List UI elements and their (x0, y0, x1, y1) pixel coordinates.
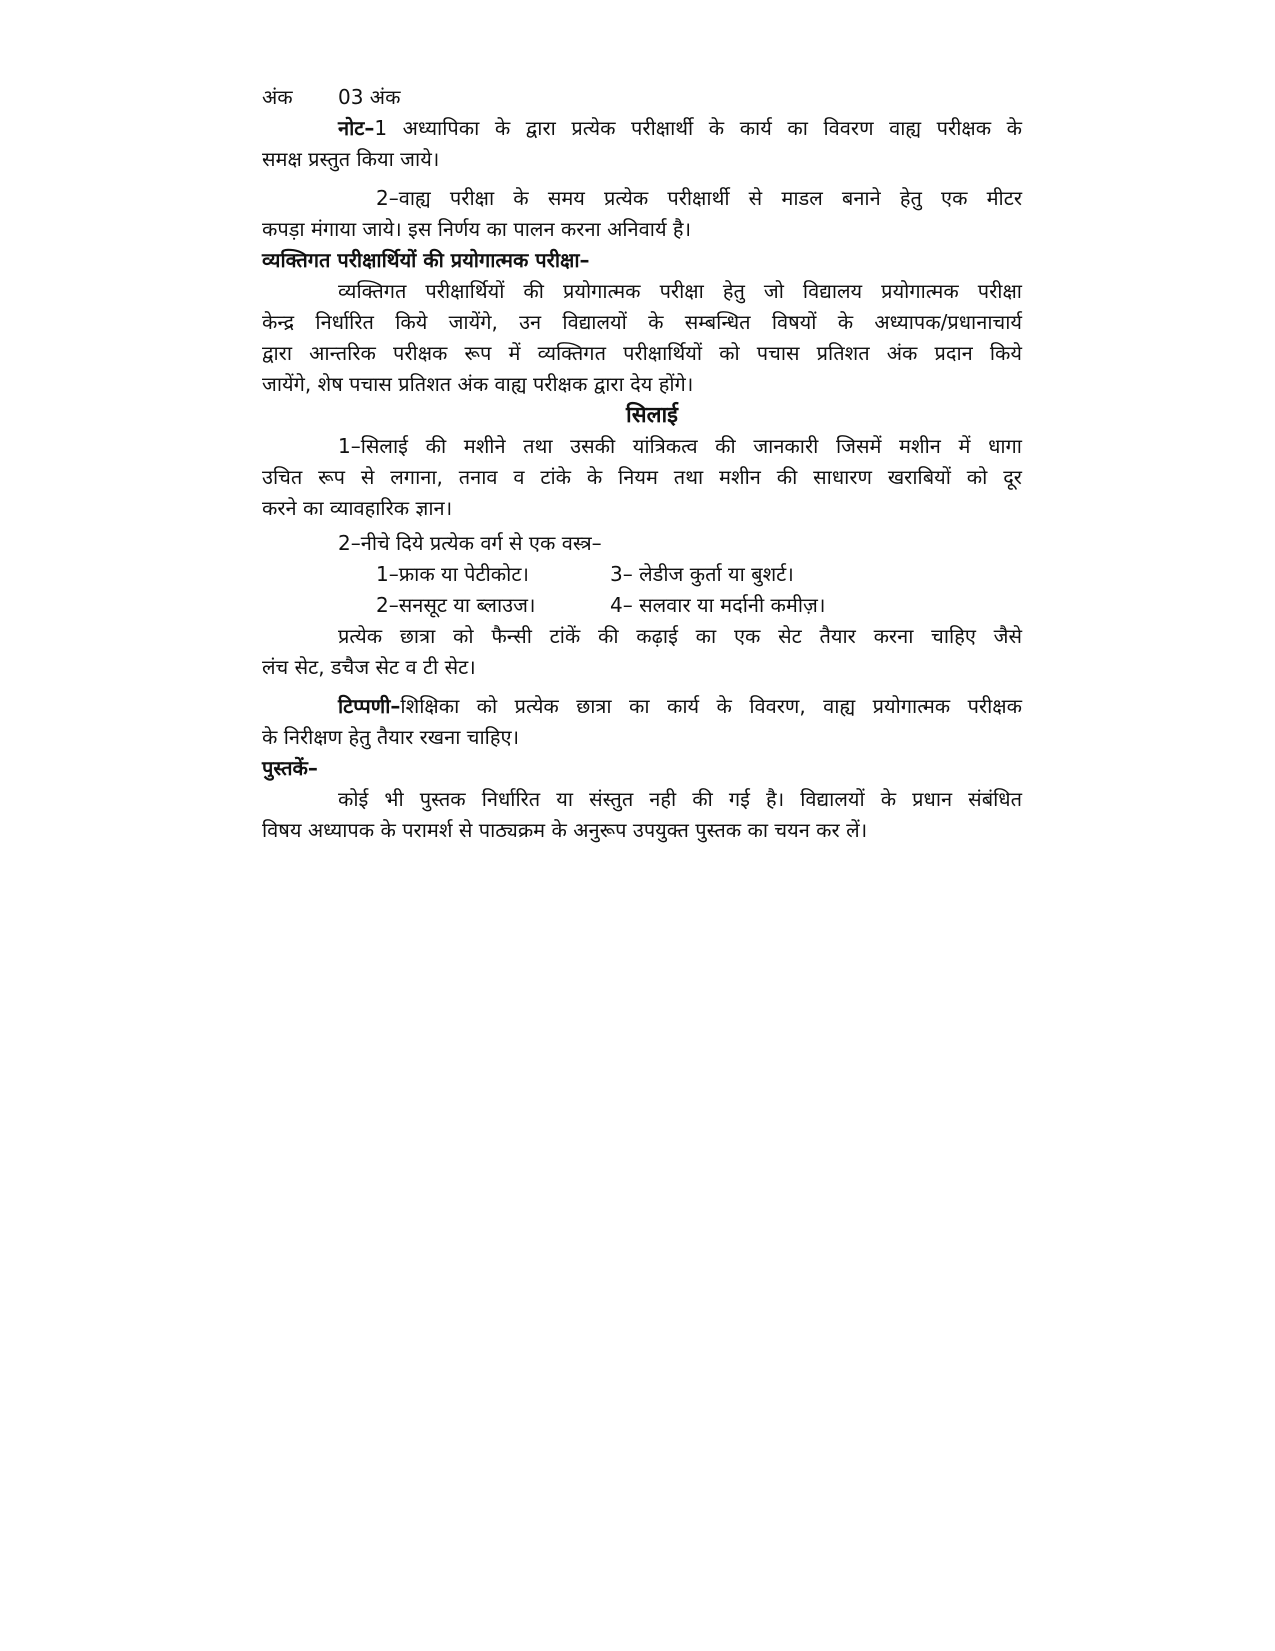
books-heading: पुस्तकें– (262, 756, 318, 780)
individual-line3: द्वारा आन्तरिक परीक्षक रूप में व्यक्तिगत परीक्षार्थियों को पचास प्रतिशत अंक प्रदान किये (262, 341, 1022, 365)
books-line2: विषय अध्यापक के परामर्श से पाठ्यक्रम के अनुरूप उपयुक्त पुस्तक का चयन कर लें। (262, 818, 868, 842)
remark-label: टिप्पणी– (338, 694, 401, 718)
garment-item: 3– लेडीज कुर्ता या बुशर्ट। (610, 562, 794, 586)
sewing-p1-line1: 1–सिलाई की मशीने तथा उसकी यांत्रिकत्व की जानकारी जिसमें मशीन में धागा (338, 434, 1022, 458)
note-item1-line1 (262, 113, 1022, 144)
garment-item: 2–सनसूट या ब्लाउज। (376, 593, 536, 617)
note-label: नोट– (338, 116, 375, 140)
note-item2-line1: 2–वाह्य परीक्षा के समय प्रत्येक परीक्षार्थी से माडल बनाने हेतु एक मीटर (376, 186, 1022, 210)
note-item1-text: 1 अध्यापिका के द्वारा प्रत्येक परीक्षार्थी के कार्य का विवरण वाह्य परीक्षक के (374, 116, 1022, 140)
sewing-p2: 2–नीचे दिये प्रत्येक वर्ग से एक वस्त्र– (338, 531, 602, 555)
garment-row-1 (262, 559, 1022, 590)
marks-line (262, 82, 1022, 113)
individual-heading: व्यक्तिगत परीक्षार्थियों की प्रयोगात्मक परीक्षा– (262, 248, 590, 272)
note-item1-line2: समक्ष प्रस्तुत किया जाये। (262, 147, 440, 171)
sewing-p1-line3: करने का व्यावहारिक ज्ञान। (262, 496, 453, 520)
remark-line2: के निरीक्षण हेतु तैयार रखना चाहिए। (262, 725, 520, 749)
individual-line4: जायेंगे, शेष पचास प्रतिशत अंक वाह्य परीक्षक द्वारा देय होंगे। (262, 372, 694, 396)
sewing-p3-line2: लंच सेट, डचैज सेट व टी सेट। (262, 655, 476, 679)
remark-line1 (262, 691, 1022, 722)
remark-text: शिक्षिका को प्रत्येक छात्रा का कार्य के विवरण, वाह्य प्रयोगात्मक परीक्षक (400, 694, 1022, 718)
garment-item: 4– सलवार या मर्दानी कमीज़। (610, 593, 826, 617)
document-page (262, 82, 1022, 846)
individual-line1: व्यक्तिगत परीक्षार्थियों की प्रयोगात्मक परीक्षा हेतु जो विद्यालय प्रयोगात्मक परीक्षा (338, 279, 1022, 303)
individual-line2: केन्द्र निर्धारित किये जायेंगे, उन विद्यालयों के सम्बन्धित विषयों के अध्यापक/प्रधानाचार्य (262, 310, 1022, 334)
garment-item: 1–फ्राक या पेटीकोट। (376, 562, 529, 586)
books-line1: कोई भी पुस्तक निर्धारित या संस्तुत नही की गई है। विद्यालयों के प्रधान संबंधित (338, 787, 1022, 811)
marks-value: 03 अंक (338, 85, 401, 109)
marks-label: अंक (262, 85, 293, 109)
garment-row-2 (262, 590, 1022, 621)
sewing-p3-line1: प्रत्येक छात्रा को फैन्सी टांकें की कढ़ाई का एक सेट तैयार करना चाहिए जैसे (338, 624, 1022, 648)
sewing-heading: सिलाई (626, 403, 678, 428)
sewing-p1-line2: उचित रूप से लगाना, तनाव व टांके के नियम तथा मशीन की साधारण खराबियों को दूर (262, 465, 1022, 489)
note-item2-line2: कपड़ा मंगाया जाये। इस निर्णय का पालन करना अनिवार्य है। (262, 217, 692, 241)
